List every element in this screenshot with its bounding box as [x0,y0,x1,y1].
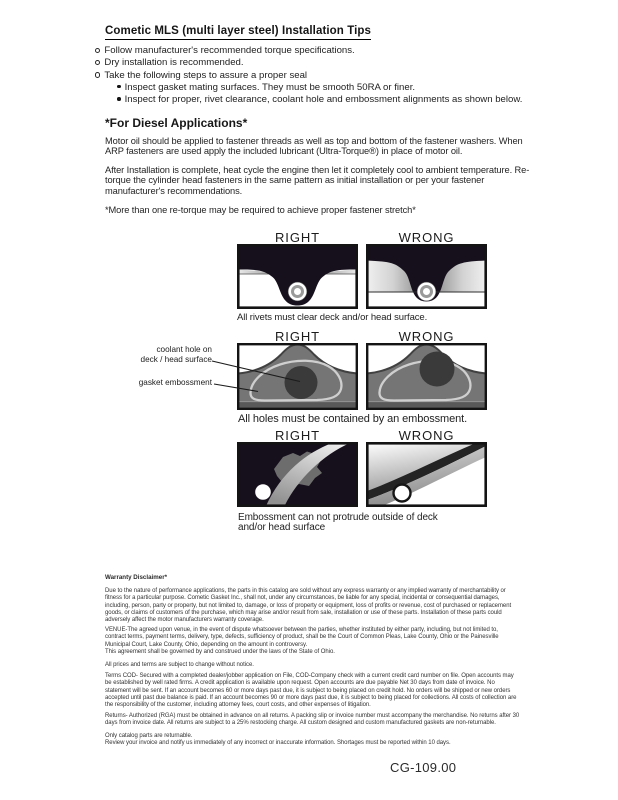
returns-paragraph: Returns- Authorized (RGA) must be obtained in advance on all returns. A packing slip or invoice number must accompany the merchandise. No returns after 30 days from invoice date. All returns are subject to a 25% restocking charge. All custom designed and custom manufactured gaskets are non-returnable. [105,713,520,727]
tip-sub-bullet-text: Inspect gasket mating surfaces. They must be smooth 50RA or finer. [124,81,416,93]
diesel-paragraph-1: Motor oil should be applied to fastener threads as well as top and bottom of the fastener washers. When ARP fasteners are used apply the included lubricant (Ultra-Torque®) in place of motor oil. [105,136,523,157]
prices-note: All prices and terms are subject to change without notice. [105,662,254,668]
coolant-hole [420,352,455,387]
rivet-icon [288,282,307,301]
filled-bullet-icon [117,85,121,89]
rivet-clearance-right-diagram [237,244,358,309]
tip-bullet [95,70,555,82]
row-caption: All rivets must clear deck and/or head surface. [237,312,428,323]
bolt-hole [255,484,271,500]
coolant-hole-callout: coolant hole on deck / head surface [140,345,212,364]
page-title: Cometic MLS (multi layer steel) Installation Tips [105,25,371,40]
tip-bullet [95,45,555,57]
gasket-embossment-callout: gasket embossment [138,378,212,387]
rivet-icon [417,282,436,301]
installation-tips-list [95,45,555,106]
row-caption: Embossment can not protrude outside of deck and/or head surface [238,512,438,533]
retorque-note: *More than one re-torque may be required to achieve proper fastener stretch* [105,205,416,215]
right-label: RIGHT [275,329,320,344]
bolt-hole [394,485,411,502]
tip-sub-bullet [117,94,555,106]
tip-bullet [95,57,555,69]
right-label: RIGHT [275,230,320,245]
page-code: CG-109.00 [390,760,457,775]
rivet-clearance-wrong-diagram [366,244,487,309]
row-caption: All holes must be contained by an embossment. [238,413,468,425]
tip-sub-bullet [117,82,555,94]
wrong-label: WRONG [398,428,455,443]
terms-paragraph: Terms COD- Secured with a completed dealer/jobber application on File, COD-Company check with a current credit card number on file. Open accounts may be established by well rated firms. A credit application is available upon request. Open accounts are due payable Net 30 days from date of invoice. No statement will be sent. If an account becomes 60 or more days past due, it is subject to being placed on credit hold. No orders will be shipped or new orders accepted until past due balance is paid. If an account becomes 90 or more days past due, it is subject to being placed for collections. All costs of collection are the responsibility of the customer, including attorney fees, court costs, and other expenses of litigation. [105,673,517,709]
tip-bullet-text: Follow manufacturer's recommended torque specifications. [104,45,355,56]
embossment-wrong-diagram [366,442,487,507]
venue-paragraph: VENUE-The agreed upon venue, in the event of dispute whatsoever between the parties, whether instituted by either party, including, but not limited to, contract terms, payment terms, delivery, type, defects, sufficiency of product, shall be the Court of Common Pleas, Lake County, Ohio or the Painesville Municipal Court, Lake County, Ohio, depending on the amount in controversy. This agreement shall be governed by and construed under the laws of the State of Ohio. [105,627,499,655]
warranty-paragraph: Due to the nature of performance applications, the parts in this catalog are sold without any express warranty or any implied warranty of merchantability or fitness for a particular purpose. Cometic Gasket Inc., shall not, under any circumstances, be liable for any special, incidental or consequential damages, including, person, party or property, but not limited to, damage, or loss of property or equipment, loss of profits or revenue, cost of purchased or replacement goods, or claims of customers of the purchase, which may arise and/or result from sale, installation or use of these parts. Installation of these parts could adversely affect the motor manufacturers warranty coverage. [105,588,512,624]
filled-bullet-icon [117,97,121,101]
wrong-label: WRONG [398,230,455,245]
tip-bullet-text: Dry installation is recommended. [104,57,244,69]
right-label: RIGHT [275,428,320,443]
hole-embossment-wrong-diagram [366,343,487,410]
open-bullet-icon [95,48,100,53]
tip-sub-bullet-text: Inspect for proper, rivet clearance, coolant hole and embossment alignments as shown below. [124,94,523,106]
diesel-heading: *For Diesel Applications* [105,116,248,130]
invoice-note: Review your invoice and notify us immediately of any incorrect or inaccurate information. Shortages must be reported within 10 days. [105,740,451,747]
embossment-right-diagram [237,442,358,507]
open-bullet-icon [95,72,100,77]
warranty-heading: Warranty Disclaimer* [105,574,168,581]
tip-bullet-text: Take the following steps to assure a proper seal [104,69,308,81]
callout-leader-lines [205,352,305,397]
open-bullet-icon [95,60,100,65]
diesel-paragraph-2: After Installation is complete, heat cycle the engine then let it completely cool to ambient temperature. Re-torque the cylinder head fasteners in the same pattern as initial installation or per your fastener manufacturer's recommendations. [105,165,530,196]
returnable-note: Only catalog parts are returnable. Review your invoice and notify us immediately of any incorrect or inaccurate information. Shortages must be reported within 10 days. [105,733,520,748]
wrong-label: WRONG [398,329,455,344]
